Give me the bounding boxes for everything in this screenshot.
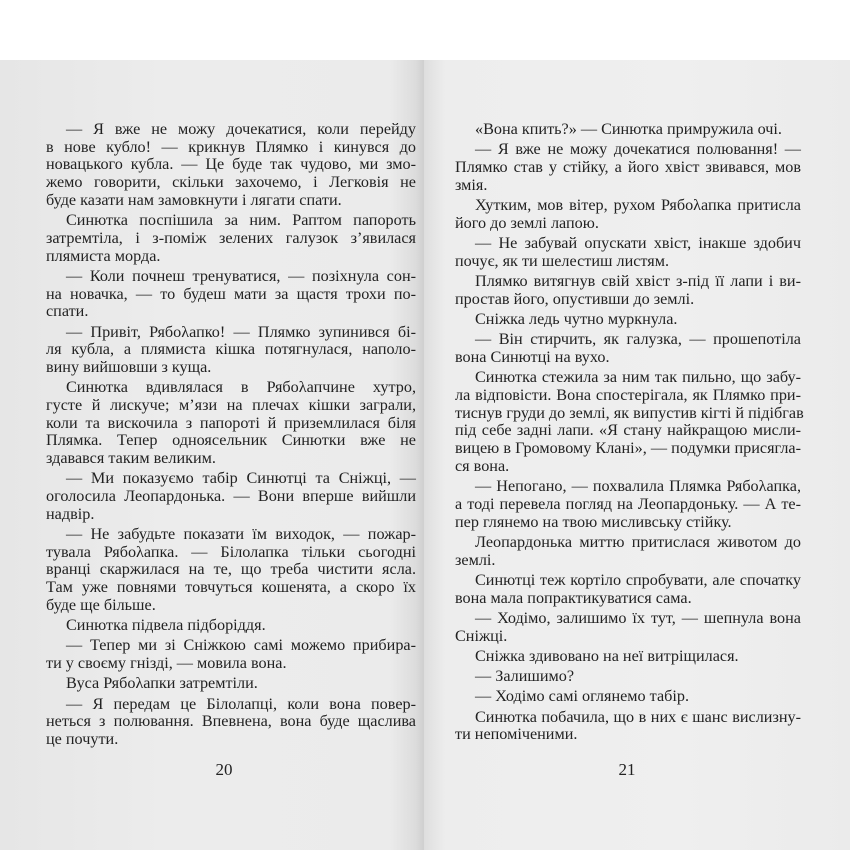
- text-line: Синютка стежила за ним так пильно, що забу-: [475, 368, 801, 387]
- page-number: 21: [618, 760, 636, 779]
- text-line: його до землі лапою.: [455, 213, 599, 232]
- text-line: — Привіт, Рябολапко! — Плямко зупинився бі-: [66, 322, 416, 341]
- paragraph: [46, 324, 416, 377]
- text-line: неться з полювання. Впевнена, вона буде щаслива: [46, 712, 416, 731]
- paragraph: [455, 331, 801, 366]
- paragraph: [455, 235, 801, 270]
- text-line: буде казати нам замовкнути і лягати спати.: [46, 190, 342, 209]
- text-line: Леопардонька миттю притислася животом до: [475, 532, 801, 551]
- text-line: Сніжка ледь чутно муркнула.: [475, 310, 678, 328]
- text-line: Синютці теж кортіло спробувати, але спочатку: [475, 570, 801, 589]
- text-line: вицею в Громовому Клані», — подумки присягла-: [455, 439, 801, 458]
- paragraph: [455, 273, 801, 308]
- text-line: це почути.: [46, 730, 119, 749]
- text-line: — Не забувай опускати хвіст, інакше здобич: [475, 234, 801, 252]
- text-line: під себе задні лапи. «Я стану найкращою мисли-: [455, 421, 801, 440]
- text-line: в нове кубло! — крикнув Плямко і кинувся до: [46, 137, 416, 156]
- text-line: Хутким, мов вітер, рухом Рябολапка притисла: [475, 196, 801, 214]
- text-line: вину вийшовши з куща.: [46, 357, 212, 376]
- text-line: — Ходімо, залишимо їх тут, — шепнула вона: [475, 608, 801, 627]
- paragraph: [46, 637, 416, 672]
- text-line: пер глянемо на твою мисливську стійку.: [455, 512, 732, 531]
- text-line: Синютка вдивлялася в Рябολапчине хутро,: [66, 378, 416, 397]
- text-line: Синютка поспішила за ним. Раптом папороть: [66, 211, 416, 230]
- text-line: новацького кубла. — Це буде так чудово, ми змо-: [46, 155, 416, 174]
- text-line: вранці скаржилася на те, що треба чистити ясла.: [46, 560, 416, 579]
- text-line: на новачка, — то будеш мати за щастя трохи по-: [46, 284, 416, 303]
- paragraph: [455, 478, 801, 531]
- text-line: простав його, опустивши до землі.: [455, 289, 695, 308]
- text-line: ся вона.: [455, 456, 510, 475]
- text-line: здавався таким великим.: [46, 449, 216, 468]
- text-line: почує, як ти шелестиш листям.: [455, 251, 670, 270]
- text-line: тиснув груди до землі, як випустив кігті й підібгав: [455, 403, 804, 422]
- text-line: — Я вже не можу дочекатися, коли перейду: [66, 120, 416, 138]
- left-page: [0, 60, 424, 850]
- paragraph: [46, 526, 416, 615]
- text-line: — Тепер ми зі Сніжкою самі можемо прибира-: [66, 636, 416, 655]
- text-line: — Не забудьте показати їм виходок, — пожар-: [66, 525, 416, 544]
- text-line: ла відповісти. Вона спостерігала, як Плямко при-: [455, 386, 801, 404]
- text-line: а тоді перевела погляд на Леопардоньку. — А те-: [455, 494, 801, 513]
- text-line: тувала Рябολапка. — Білолапка тільки сьогодні: [46, 542, 416, 561]
- text-line: жемо говорити, скільки захочемо, і Легковія не: [46, 173, 416, 192]
- paragraph: [46, 212, 416, 265]
- text-line: Плямка. Тепер одноясельник Синютки вже не: [46, 431, 416, 450]
- text-line: буде ще більше.: [46, 595, 156, 614]
- text-line: вона мала попрактикуватися сама.: [455, 588, 692, 607]
- text-line: — Коли почнеш тренуватися, — позіхнула сон-: [66, 266, 416, 285]
- text-line: спати.: [46, 302, 89, 321]
- text-line: — Непогано, — похвалила Плямка Рябολапка,: [475, 477, 801, 496]
- text-line: Вуса Рябολапки затремтіли.: [66, 674, 258, 693]
- right-page: [424, 60, 850, 850]
- paragraph: [455, 197, 801, 232]
- paragraph: [46, 696, 416, 749]
- text-line: вона Синютці на вухо.: [455, 348, 610, 366]
- page-text: [46, 121, 416, 751]
- paragraph: [455, 311, 801, 329]
- paragraph: [46, 268, 416, 321]
- text-line: — Я вже не можу дочекатися полювання! —: [475, 140, 801, 159]
- text-line: змія.: [455, 175, 488, 194]
- paragraph: [455, 709, 801, 744]
- text-line: густе й лискуче; м’язи на плечах кішки заграли,: [46, 395, 416, 414]
- text-line: — Він стирчить, як галузка, — прошепотіла: [475, 330, 801, 349]
- text-line: плямиста морда.: [46, 246, 161, 265]
- page-number: 20: [215, 760, 233, 779]
- paragraph: [455, 368, 804, 475]
- text-line: ти непоміченими.: [455, 725, 578, 744]
- text-line: ля кубла, а плямиста кішка потягнулася, наполо-: [46, 340, 416, 359]
- paragraph: [46, 121, 416, 210]
- paragraph: [455, 688, 801, 706]
- paragraph: [46, 675, 416, 693]
- paragraph: [46, 379, 416, 468]
- text-line: надвір.: [46, 504, 95, 523]
- text-line: — Залишимо?: [475, 667, 575, 686]
- text-line: Там уже повнями товчуться кошенята, а скоро їх: [46, 578, 416, 597]
- text-line: ти у своєму гнізді, — мовила вона.: [46, 654, 287, 673]
- paragraph: [455, 534, 801, 569]
- text-line: Плямко став у стійку, а його хвіст звивався, мов: [455, 158, 801, 176]
- text-line: — Ходімо самі оглянемо табір.: [475, 687, 690, 706]
- paragraph: [46, 617, 416, 635]
- paragraph: [455, 610, 801, 645]
- text-line: Сніжка здивовано на неї витріщилася.: [475, 646, 739, 665]
- text-line: Сніжці.: [455, 626, 508, 645]
- text-line: землі.: [455, 550, 496, 569]
- page-text: [455, 120, 804, 747]
- paragraph: [455, 121, 801, 139]
- text-line: затремтіла, і з-поміж зелених галузок з’явилася: [46, 228, 416, 247]
- text-line: Синютка підвела підборіддя.: [66, 616, 266, 635]
- text-line: коли та вискочила з папороті й приземлилася біля: [46, 413, 416, 432]
- paragraph: [46, 470, 416, 523]
- paragraph: [455, 141, 801, 194]
- text-line: «Вона кпить?» — Синютка примружила очі.: [475, 120, 782, 138]
- text-line: Плямко витягнув свій хвіст з-під її лапи і ви-: [475, 272, 801, 290]
- text-line: Синютка побачила, що в них є шанс вислизну-: [475, 707, 801, 726]
- paragraph: [455, 572, 801, 607]
- text-line: — Ми показуємо табір Синютці та Сніжці, —: [66, 469, 416, 488]
- paragraph: [455, 668, 801, 686]
- text-line: оголосила Леопардонька. — Вони вперше вийшли: [46, 487, 416, 506]
- paragraph: [455, 648, 801, 666]
- text-line: — Я передам це Білолапці, коли вона повер-: [66, 694, 416, 713]
